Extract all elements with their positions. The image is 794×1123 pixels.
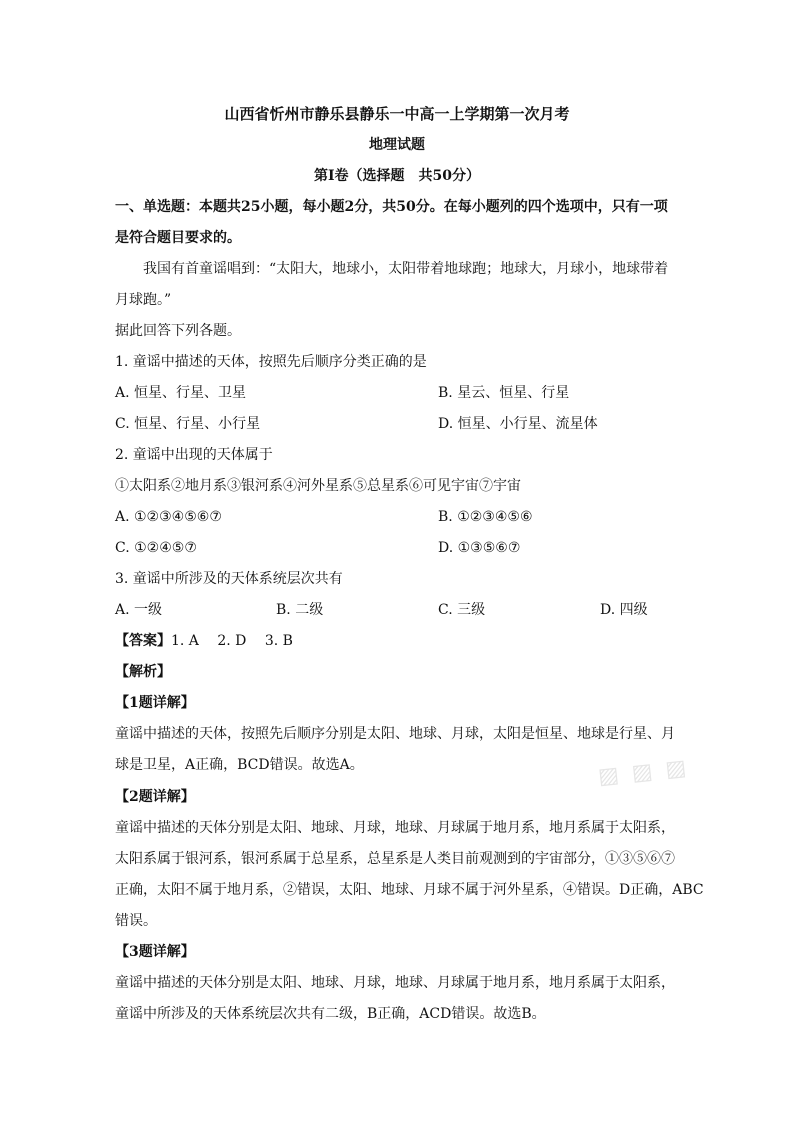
q2-analysis-line4: 错误。 xyxy=(115,913,157,929)
passage-prompt: 据此回答下列各题。 xyxy=(115,323,241,339)
answer-text: 1. A 2. D 3. B xyxy=(171,633,293,649)
question-2-option-b: B. ①②③④⑤⑥ xyxy=(438,509,533,525)
question-2-option-a: A. ①②③④⑤⑥⑦ xyxy=(115,509,222,525)
passage-line2: 月球跑。” xyxy=(115,292,172,308)
q2-analysis-label: 【2题详解】 xyxy=(115,789,195,805)
q3-analysis-line1: 童谣中描述的天体分别是太阳、地球、月球，地球、月球属于地月系，地月系属于太阳系， xyxy=(115,975,675,991)
q1-analysis-label: 【1题详解】 xyxy=(115,695,195,711)
section-instruction-line1: 一、单选题：本题共25小题，每小题2分，共50分。在每小题列的四个选项中，只有一项 xyxy=(115,199,668,215)
q3-analysis-line2: 童谣中所涉及的天体系统层次共有二级，B正确，ACD错误。故选B。 xyxy=(115,1006,546,1022)
question-3-option-d: D. 四级 xyxy=(600,602,648,618)
question-1-option-d: D. 恒星、小行星、流星体 xyxy=(438,416,598,432)
exam-title: 山西省忻州市静乐县静乐一中高一上学期第一次月考 xyxy=(224,105,570,123)
q1-analysis-line1: 童谣中描述的天体，按照先后顺序分别是太阳、地球、月球，太阳是恒星、地球是行星、月 xyxy=(115,726,675,742)
question-1-option-c: C. 恒星、行星、小行星 xyxy=(115,416,261,432)
exam-subject: 地理试题 xyxy=(369,137,425,153)
watermark-logo: ▨ ▨ ▨ xyxy=(596,755,691,790)
question-1-stem: 1. 童谣中描述的天体，按照先后顺序分类正确的是 xyxy=(115,354,427,370)
analysis-label: 【解析】 xyxy=(115,664,171,680)
answer-line xyxy=(115,631,293,651)
question-2-stem: 2. 童谣中出现的天体属于 xyxy=(115,447,273,463)
passage-line1: 我国有首童谣唱到：“太阳大，地球小，太阳带着地球跑；地球大，月球小，地球带着 xyxy=(143,261,669,277)
q2-analysis-line2: 太阳系属于银河系，银河系属于总星系，总星系是人类目前观测到的宇宙部分，①③⑤⑥⑦ xyxy=(115,851,675,867)
question-1-option-b: B. 星云、恒星、行星 xyxy=(438,385,570,401)
q2-analysis-line1: 童谣中描述的天体分别是太阳、地球、月球，地球、月球属于地月系，地月系属于太阳系， xyxy=(115,820,675,836)
question-3-option-c: C. 三级 xyxy=(438,602,486,618)
q3-analysis-label: 【3题详解】 xyxy=(115,944,195,960)
question-3-option-b: B. 二级 xyxy=(276,602,324,618)
q1-analysis-line2: 球是卫星，A正确，BCD错误。故选A。 xyxy=(115,757,364,773)
question-2-option-c: C. ①②④⑤⑦ xyxy=(115,540,197,556)
section-instruction-line2: 是符合题目要求的。 xyxy=(115,230,241,246)
answer-label: 【答案】 xyxy=(115,633,171,649)
question-3-option-a: A. 一级 xyxy=(115,602,163,618)
question-3-stem: 3. 童谣中所涉及的天体系统层次共有 xyxy=(115,571,343,587)
question-2-option-d: D. ①③⑤⑥⑦ xyxy=(438,540,521,556)
question-1-option-a: A. 恒星、行星、卫星 xyxy=(115,385,247,401)
q2-analysis-line3: 正确，太阳不属于地月系，②错误，太阳、地球、月球不属于河外星系，④错误。D正确，ABC xyxy=(115,882,704,898)
question-2-choices: ①太阳系②地月系③银河系④河外星系⑤总星系⑥可见宇宙⑦宇宙 xyxy=(115,478,521,494)
volume-heading: 第Ⅰ卷（选择题 共50分） xyxy=(313,168,481,184)
